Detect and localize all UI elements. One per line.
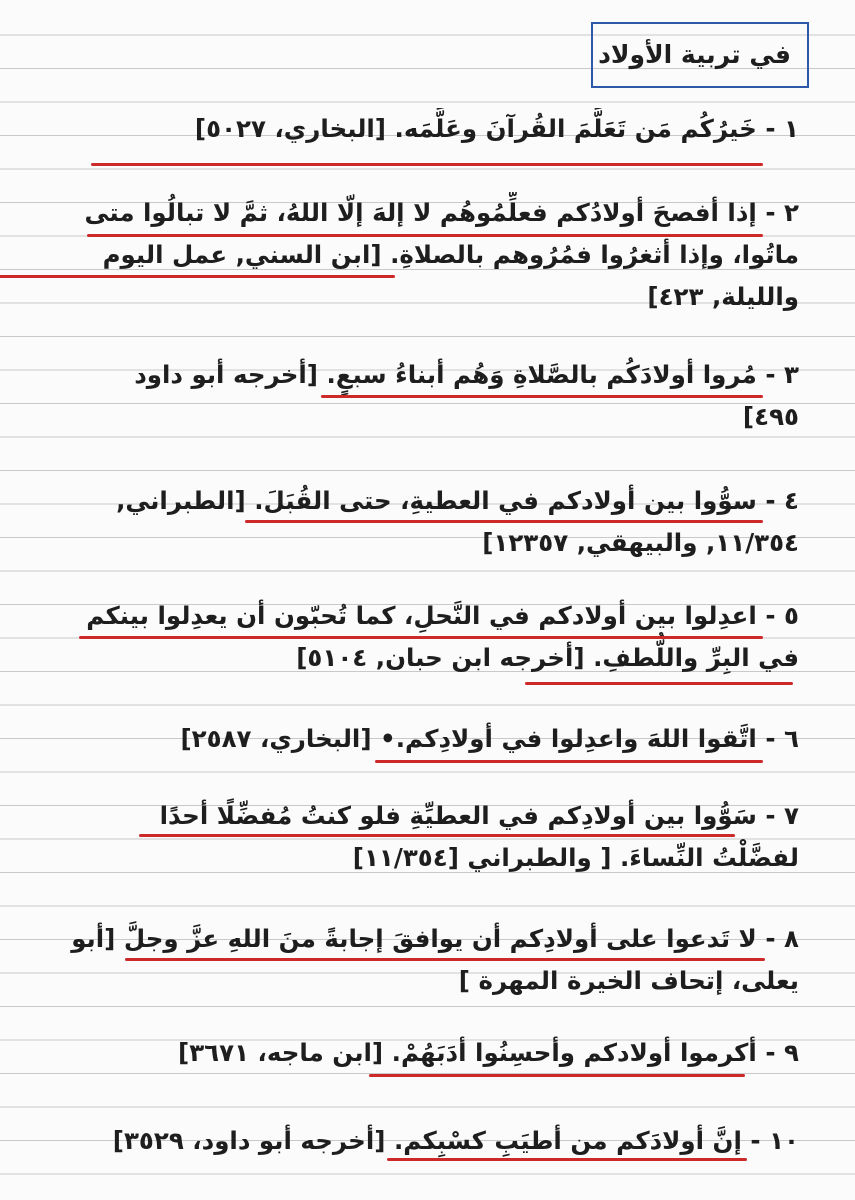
item-text-line: ٣ - مُروا أولادَكُم بالصَّلاةِ وَهُم أبناءُ سبعٍ. [أخرجه أبو داود [134,360,799,389]
red-underline [125,958,765,961]
list-item [34,108,799,150]
red-underline [387,1158,747,1161]
item-text-line: ٦ - اتَّقوا اللهَ واعدِلوا في أولادِكم.• [البخاري، ٢٥٨٧] [180,724,799,753]
red-underline [139,834,735,837]
red-underline [369,1074,745,1077]
item-text-line: لفضَّلْتُ النِّساءَ. [ والطبراني [١١/٣٥٤] [352,843,799,872]
red-underline [0,275,395,278]
item-text-line: ١٠ - إنَّ أولادَكم من أطيَبِ كسْبِكم. [أخرجه أبو داود، ٣٥٢٩] [112,1126,799,1155]
item-text-line: ٧ - سَوُّوا بين أولادِكم في العطيِّةِ فلو كنتُ مُفضِّلًا أحدًا [159,801,799,830]
red-underline [525,682,793,685]
item-text-line: والليلة, ٤٢٣] [647,282,799,311]
item-text-line: ١ - خَيرُكُم مَن تَعَلَّمَ القُرآنَ وعَلَّمَه. [البخاري، ٥٠٢٧] [194,114,799,143]
page-title: في تربية الأولاد [591,22,809,88]
item-text-line: في البِرِّ واللُّطفِ. [أخرجه ابن حبان, ٥١٠٤] [296,643,799,672]
item-text-line: ماتُوا، وإذا أثغرُوا فمُرُوهم بالصلاةِ. [ابن السني, عمل اليوم [102,240,799,269]
item-text-line: ٤ - سوُّوا بين أولادكم في العطيةِ، حتى القُبَلَ. [الطبراني, [116,486,799,515]
list-item [34,795,799,879]
list-item [34,192,799,318]
item-text-line: ٤٩٥] [742,402,799,431]
red-underline [245,520,763,523]
list-item [34,718,799,760]
red-underline [375,760,763,763]
item-text-line: ٢ - إذا أفصحَ أولادُكم فعلِّمُوهُم لا إلهَ إلّا اللهُ، ثمَّ لا تبالُوا متى [84,198,799,227]
list-item [34,1032,799,1074]
item-text-line: ٥ - اعدِلوا بين أولادكم في النَّحلِ، كما تُحبّون أن يعدِلوا بينكم [86,601,799,630]
red-underline [87,234,763,237]
red-underline [321,395,763,398]
list-item [34,1120,799,1162]
red-underline [91,163,763,166]
red-underline [79,636,763,639]
item-text-line: ٩ - أكرموا أولادكم وأحسِنُوا أدَبَهُمْ. [ابن ماجه، ٣٦٧١] [178,1038,799,1067]
item-text-line: يعلى، إتحاف الخيرة المهرة ] [458,966,799,995]
item-text-line: ٨ - لا تَدعوا على أولادِكم أن يوافقَ إجابةً منَ اللهِ عزَّ وجلَّ [أبو [71,924,799,953]
item-text-line: ١١/٣٥٤, والبيهقي, ١٢٣٥٧] [482,528,799,557]
